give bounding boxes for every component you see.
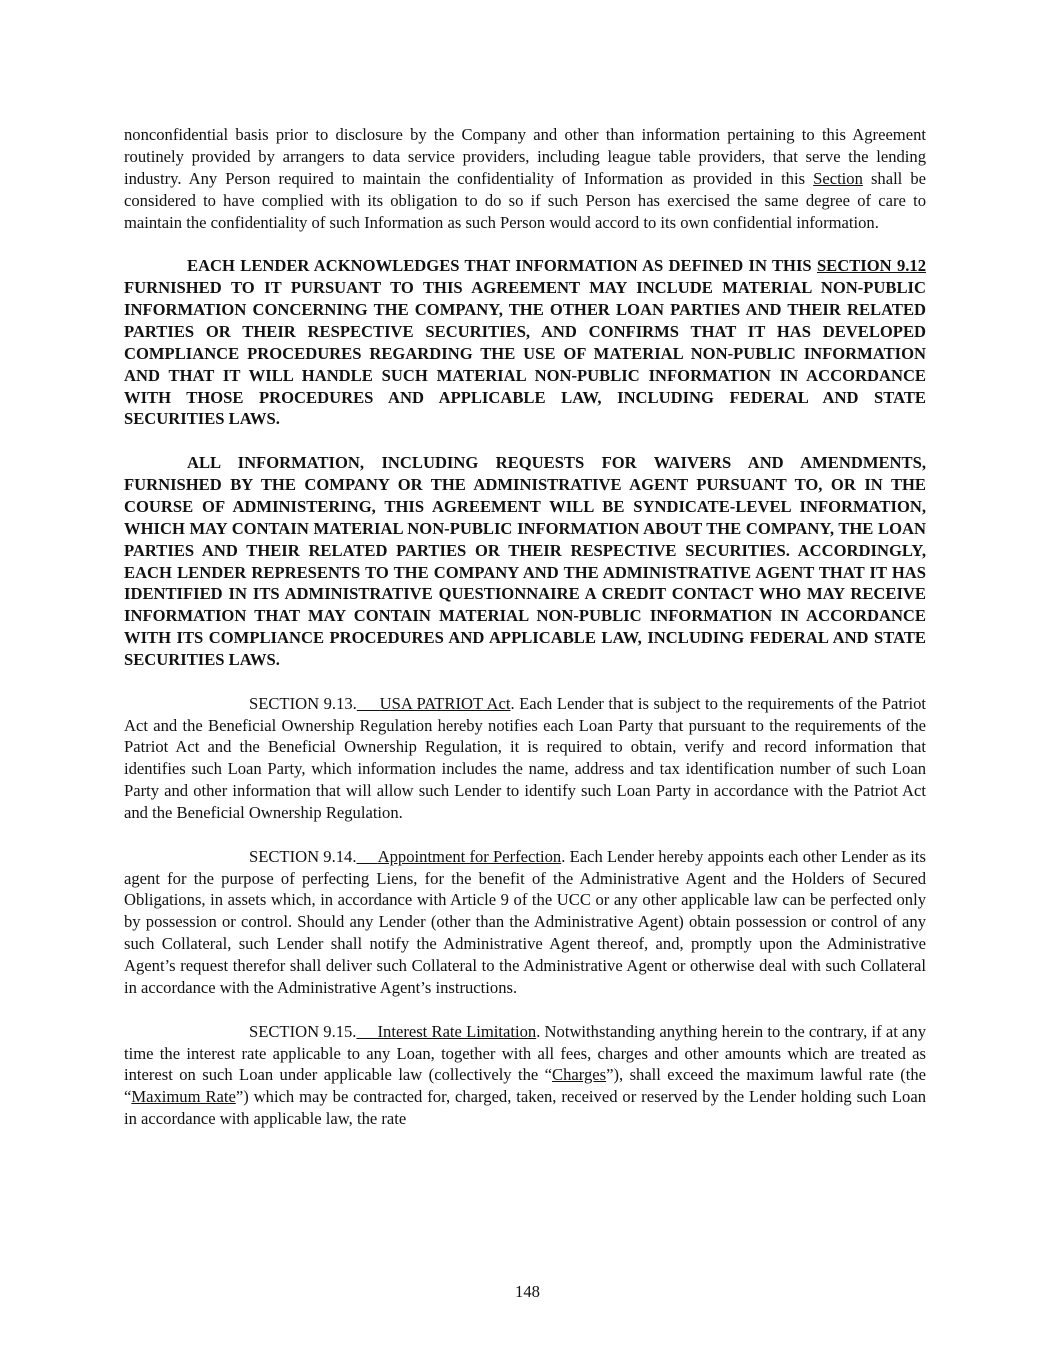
defined-term-charges: Charges: [552, 1065, 607, 1085]
section-number: SECTION 9.13.: [249, 693, 357, 713]
section-title: Appointment for Perfection: [377, 846, 562, 866]
section-9-14: SECTION 9.14. Appointment for Perfection. Each Lender hereby appoints each other Lender as its agent for the purpose of perfecting Liens, for the benefit of the Administrative Agent and the Holders of Secured Obligations, in assets which, in accordance with Article 9 of the UCC or any other applicable law can be perfected only by possession or control. Should any Lender (other than the Administrative Agent) obtain possession or control of any such Collateral, such Lender shall notify the Administrative Agent thereof, and, promptly upon the Administrative Agent’s request therefor shall deliver such Collateral to the Administrative Agent or otherwise deal with such Collateral in accordance with the Administrative Agent’s instructions.: [124, 846, 926, 998]
section-reference: Section: [813, 168, 863, 188]
section-title: USA PATRIOT Act: [379, 693, 511, 713]
section-9-12-reference: SECTION 9.12: [816, 256, 927, 276]
page-number: 148: [515, 1282, 540, 1301]
document-page: [124, 124, 926, 1130]
section-9-15: SECTION 9.15. Interest Rate Limitation. Notwithstanding anything herein to the contrary, if at any time the interest rate applicable to any Loan, together with all fees, charges and other amounts which are treated as interest on such Loan under applicable law (collectively the “Charges”), shall exceed the maximum lawful rate (the “Maximum Rate”) which may be contracted for, charged, taken, received or reserved by the Lender holding such Loan in accordance with applicable law, the rate: [124, 1021, 927, 1129]
section-number: SECTION 9.14.: [249, 846, 357, 866]
section-number: SECTION 9.15.: [249, 1021, 357, 1041]
lender-acknowledgement-paragraph: EACH LENDER ACKNOWLEDGES THAT INFORMATION AS DEFINED IN THIS SECTION 9.12 FURNISHED TO IT PURSUANT TO THIS AGREEMENT MAY INCLUDE MATERIAL NON-PUBLIC INFORMATION CONCERNING THE COMPANY, THE OTHER LOAN PARTIES AND THEIR RELATED PARTIES OR THEIR RESPECTIVE SECURITIES, AND CONFIRMS THAT IT HAS DEVELOPED COMPLIANCE PROCEDURES REGARDING THE USE OF MATERIAL NON-PUBLIC INFORMATION AND THAT IT WILL HANDLE SUCH MATERIAL NON-PUBLIC INFORMATION IN ACCORDANCE WITH THOSE PROCEDURES AND APPLICABLE LAW, INCLUDING FEDERAL AND STATE SECURITIES LAWS.: [124, 256, 927, 429]
defined-term-maximum-rate: Maximum Rate: [131, 1087, 236, 1107]
syndicate-information-paragraph: ALL INFORMATION, INCLUDING REQUESTS FOR WAIVERS AND AMENDMENTS, FURNISHED BY THE COMPANY OR THE ADMINISTRATIVE AGENT PURSUANT TO, OR IN THE COURSE OF ADMINISTERING, THIS AGREEMENT WILL BE SYNDICATE-LEVEL INFORMATION, WHICH MAY CONTAIN MATERIAL NON-PUBLIC INFORMATION ABOUT THE COMPANY, THE LOAN PARTIES AND THEIR RELATED PARTIES OR THEIR RESPECTIVE SECURITIES. ACCORDINGLY, EACH LENDER REPRESENTS TO THE COMPANY AND THE ADMINISTRATIVE AGENT THAT IT HAS IDENTIFIED IN ITS ADMINISTRATIVE QUESTIONNAIRE A CREDIT CONTACT WHO MAY RECEIVE INFORMATION THAT MAY CONTAIN MATERIAL NON-PUBLIC INFORMATION IN ACCORDANCE WITH ITS COMPLIANCE PROCEDURES AND APPLICABLE LAW, INCLUDING FEDERAL AND STATE SECURITIES LAWS.: [124, 452, 926, 670]
section-9-13: SECTION 9.13. USA PATRIOT Act. Each Lender that is subject to the requirements of the Patriot Act and the Beneficial Ownership Regulation hereby notifies each Loan Party that pursuant to the requirements of the Patriot Act and the Beneficial Ownership Regulation, it is required to obtain, verify and record information that identifies such Loan Party, which information includes the name, address and tax identification number of such Loan Party and other information that will allow such Lender to identify such Loan Party in accordance with the Patriot Act and the Beneficial Ownership Regulation.: [124, 693, 926, 823]
section-title: Interest Rate Limitation: [377, 1021, 537, 1041]
confidentiality-paragraph: nonconfidential basis prior to disclosure by the Company and other than information pertaining to this Agreement routinely provided by arrangers to data service providers, including league table providers, that serve the lending industry. Any Person required to maintain the confidentiality of Information as provided in this Section shall be considered to have complied with its obligation to do so if such Person has exercised the same degree of care to maintain the confidentiality of such Information as such Person would accord to its own confidential information.: [124, 125, 926, 232]
